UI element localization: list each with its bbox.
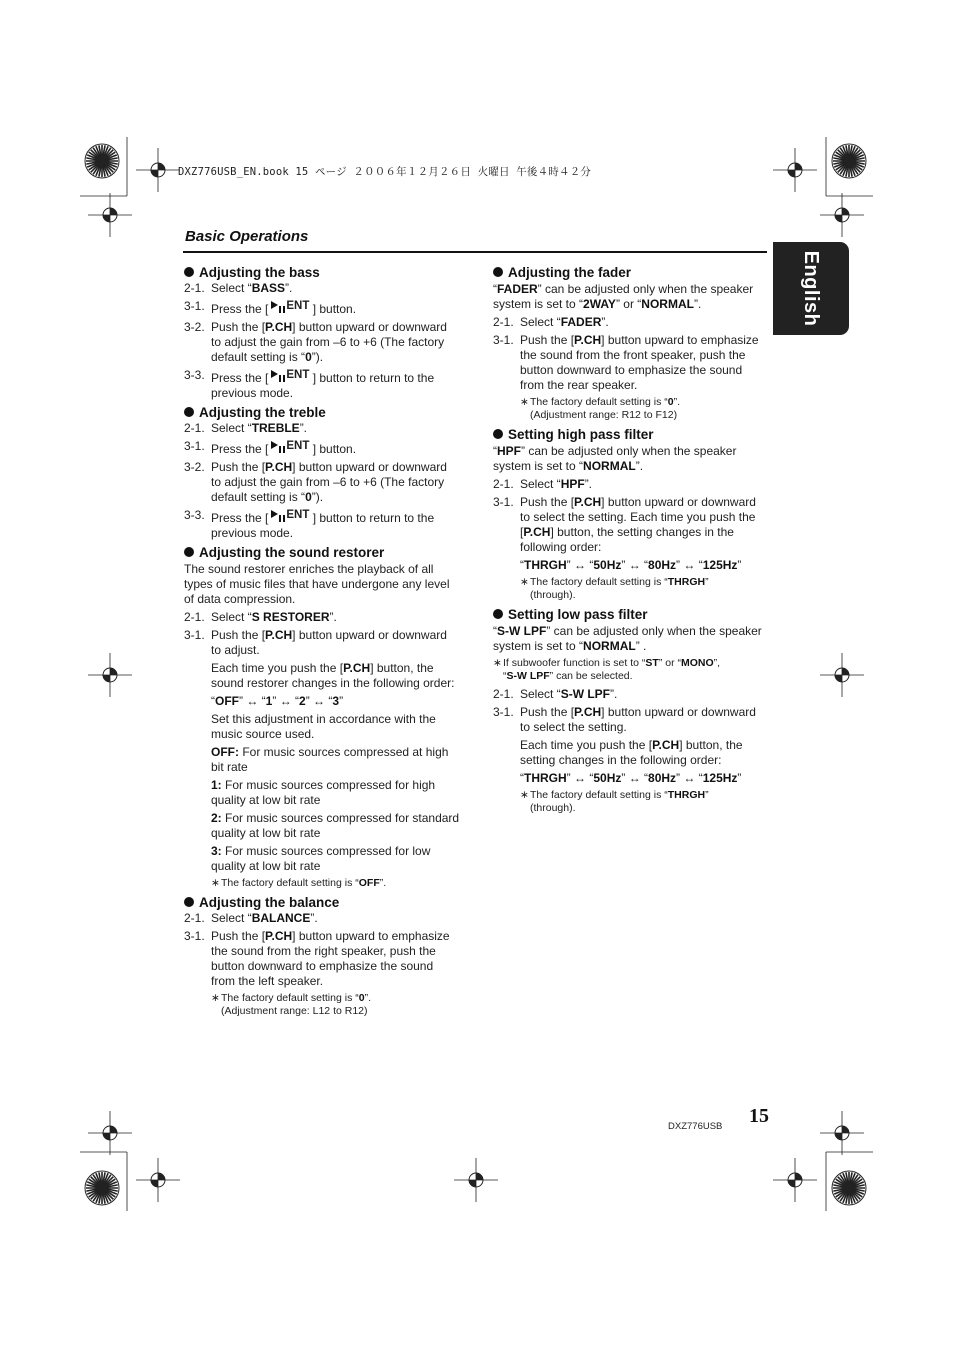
hpf-step-select: 2-1. Select “HPF”.: [493, 477, 593, 491]
treble-step-push: 3-2. Push the [P.CH] button upward or downward to adjust the gain from –6 to +6 (The factory default setting is “0”).: [184, 460, 447, 504]
restorer-order: “OFF” ↔ “1” ↔ “2” ↔ “3”: [211, 694, 344, 708]
lpf-default-note: ∗The factory default setting is “THRGH” (through).: [520, 789, 709, 814]
play-pause-ent-icon: [268, 300, 286, 313]
bullet-dot-icon: [493, 429, 503, 439]
bullet-dot-icon: [493, 609, 503, 619]
balance-step-select: 2-1. Select “BALANCE”.: [184, 911, 318, 925]
hpf-order: “THRGH” ↔ “50Hz” ↔ “80Hz” ↔ “125Hz”: [520, 558, 742, 572]
bass-step-return: 3-3. Press the [ ENT ] button to return to the previous mode.: [184, 368, 435, 400]
fader-default-note: ∗The factory default setting is “0”. (Adjustment range: R12 to F12): [520, 396, 680, 421]
fader-heading: Adjusting the fader: [493, 264, 768, 281]
restorer-step-push: 3-1. Push the [P.CH] button upward or downward to adjust.: [184, 628, 447, 657]
footer-model: DXZ776USB: [668, 1121, 723, 1132]
restorer-intro: The sound restorer enriches the playback of all types of music files that have undergone any level of data compression.: [184, 562, 450, 606]
page-number: 15: [749, 1105, 769, 1127]
bass-step-press: 3-1. Press the [ ENT ] button.: [184, 299, 357, 316]
lpf-step-select: 2-1. Select “S-W LPF”.: [493, 687, 618, 701]
lpf-condition-note: ∗If subwoofer function is set to “ST” or “MONO”, “S-W LPF” can be selected.: [493, 657, 721, 682]
restorer-option-2: 2: For music sources compressed for standard quality at low bit rate: [211, 811, 460, 840]
bullet-dot-icon: [184, 547, 194, 557]
bullet-dot-icon: [493, 267, 503, 277]
hpf-heading: Setting high pass filter: [493, 426, 768, 443]
play-pause-ent-icon: [268, 509, 286, 522]
lpf-step-push: 3-1. Push the [P.CH] button upward or downward to select the setting.: [493, 705, 756, 734]
lpf-heading: Setting low pass filter: [493, 606, 768, 623]
restorer-option-off: OFF: For music sources compressed at high bit rate: [211, 745, 449, 774]
restorer-default-note: ∗The factory default setting is “OFF”.: [211, 877, 387, 889]
restorer-set-note: Set this adjustment in accordance with the music source used.: [211, 712, 436, 741]
bass-heading: Adjusting the bass: [184, 264, 460, 281]
restorer-heading: Adjusting the sound restorer: [184, 544, 460, 561]
restorer-each-time: Each time you push the [P.CH] button, the sound restorer changes in the following order:: [211, 661, 455, 690]
restorer-option-3: 3: For music sources compressed for low quality at low bit rate: [211, 844, 431, 873]
section-rule: [183, 251, 767, 253]
language-tab: [773, 242, 849, 335]
bullet-dot-icon: [184, 407, 194, 417]
balance-default-note: ∗The factory default setting is “0”. (Adjustment range: L12 to R12): [211, 992, 371, 1017]
left-column: [184, 262, 460, 1022]
lpf-each-time: Each time you push the [P.CH] button, the setting changes in the following order:: [520, 738, 743, 767]
lpf-intro: “S-W LPF” can be adjusted only when the speaker system is set to “NORMAL” .: [493, 624, 762, 653]
language-tab-label: English: [800, 250, 823, 327]
treble-step-select: 2-1. Select “TREBLE”.: [184, 421, 308, 435]
book-info-line: DXZ776USB_EN.book 15 ページ ２００６年１２月２６日 火曜日 午後４時４２分: [178, 166, 592, 178]
restorer-option-1: 1: For music sources compressed for high quality at low bit rate: [211, 778, 436, 807]
play-pause-ent-icon: [268, 369, 286, 382]
bullet-dot-icon: [184, 267, 194, 277]
fader-step-select: 2-1. Select “FADER”.: [493, 315, 609, 329]
lpf-order: “THRGH” ↔ “50Hz” ↔ “80Hz” ↔ “125Hz”: [520, 771, 742, 785]
fader-step-push: 3-1. Push the [P.CH] button upward to emphasize the sound from the front speaker, push the button downward to emphasize the sound from the rear speaker.: [493, 333, 759, 392]
hpf-intro: “HPF” can be adjusted only when the speaker system is set to “NORMAL”.: [493, 444, 737, 473]
play-pause-ent-icon: [268, 440, 286, 453]
balance-heading: Adjusting the balance: [184, 894, 460, 911]
restorer-step-select: 2-1. Select “S RESTORER”.: [184, 610, 337, 624]
hpf-step-push: 3-1. Push the [P.CH] button upward or downward to select the setting. Each time you push the [P.CH] button, the setting changes in the following order:: [493, 495, 756, 554]
hpf-default-note: ∗The factory default setting is “THRGH” (through).: [520, 576, 709, 601]
bass-step-select: 2-1. Select “BASS”.: [184, 281, 293, 295]
fader-intro: “FADER” can be adjusted only when the speaker system is set to “2WAY” or “NORMAL”.: [493, 282, 754, 311]
treble-step-return: 3-3. Press the [ ENT ] button to return to the previous mode.: [184, 508, 435, 540]
section-title: Basic Operations: [185, 228, 309, 245]
bullet-dot-icon: [184, 897, 194, 907]
right-column: [493, 262, 768, 819]
bass-step-push: 3-2. Push the [P.CH] button upward or downward to adjust the gain from –6 to +6 (The factory default setting is “0”).: [184, 320, 447, 364]
treble-step-press: 3-1. Press the [ ENT ] button.: [184, 439, 357, 456]
balance-step-push: 3-1. Push the [P.CH] button upward to emphasize the sound from the right speaker, push the button downward to emphasize the sound from the left speaker.: [184, 929, 450, 988]
treble-heading: Adjusting the treble: [184, 404, 460, 421]
